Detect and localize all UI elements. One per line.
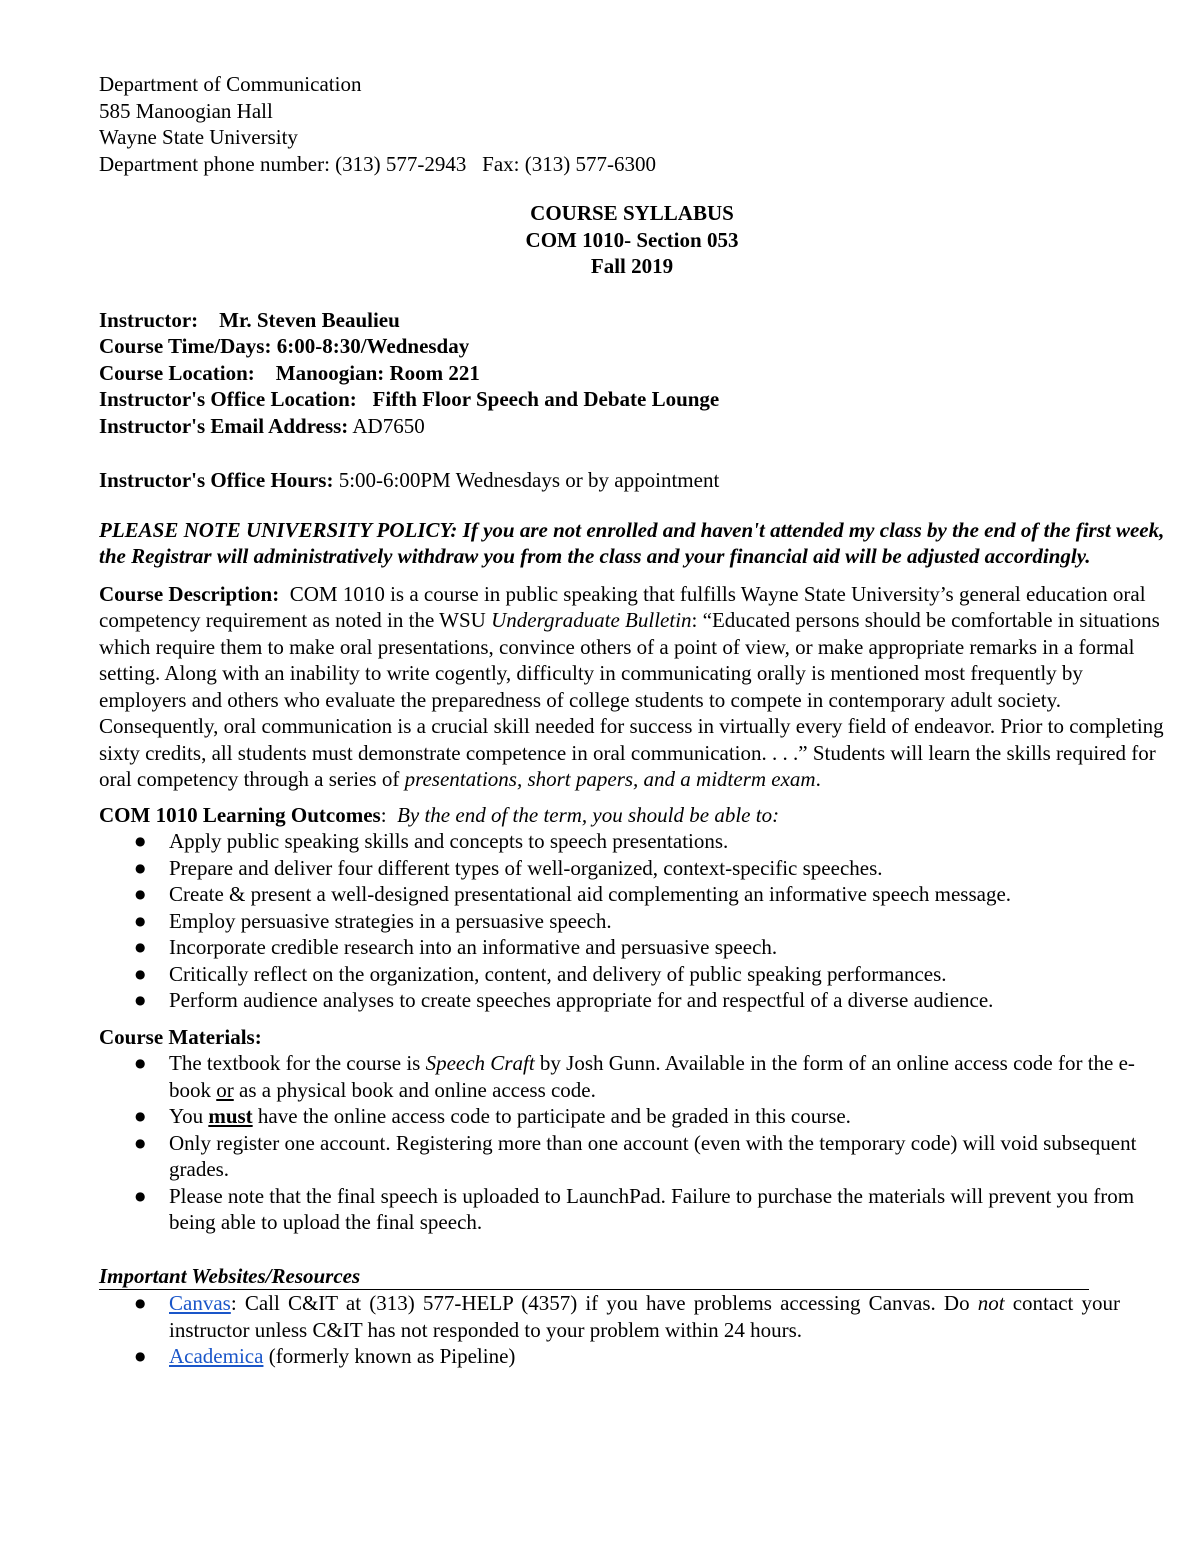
list-item: ● Create & present a well-designed presentational aid complementing an informative speech message. xyxy=(169,881,1165,908)
list-item: ● Incorporate credible research into an informative and persuasive speech. xyxy=(169,934,1165,961)
course-location-label: Course Location: xyxy=(99,360,255,385)
list-item: ● Please note that the final speech is uploaded to LaunchPad. Failure to purchase the materials will prevent you from being able to upload the final speech. xyxy=(169,1183,1165,1236)
list-item xyxy=(169,1103,1165,1130)
department-name: Department of Communication xyxy=(99,72,362,96)
department-header xyxy=(99,71,1165,177)
resources-text: contact your instructor unless C&IT has not responded to your problem within 24 hours. xyxy=(169,1291,1121,1342)
office-location-value: Fifth Floor Speech and Debate Lounge xyxy=(372,387,720,411)
university-policy: PLEASE NOTE UNIVERSITY POLICY: If you are not enrolled and haven't attended my class by the end of the first week, the Registrar will administratively withdraw you from the class and your financial aid will be adjusted accordingly. xyxy=(99,517,1165,568)
materials-text: have the online access code to participate and be graded in this course. xyxy=(252,1104,851,1128)
canvas-link[interactable]: Canvas xyxy=(169,1291,231,1315)
list-item: ● Prepare and deliver four different types of well-organized, context-specific speeches. xyxy=(169,855,1165,882)
course-description xyxy=(99,581,1165,793)
instructor-label: Instructor: xyxy=(99,307,199,332)
email-value: AD7650 xyxy=(352,413,425,438)
textbook-title: Speech Craft xyxy=(425,1051,535,1075)
list-item: ● Perform audience analyses to create speeches appropriate for and respectful of a diverse audience. xyxy=(169,987,1165,1014)
resources-text: (formerly known as Pipeline) xyxy=(263,1344,516,1368)
description-text-b: : “Educated persons should be comfortable in situations which require them to make oral presentations, convince others of a point of view, or make appropriate remarks in a formal setting. Along with an inability to write cogently, difficulty in communicating orally is mentioned most frequently by employers and others who evaluate the preparedness of college students to compete in contemporary adult society. Consequently, oral communication is a crucial skill needed for success in virtually every field of endeavor. Prior to completing sixty credits, all students must demonstrate competence in oral communication. . . .” Students will learn the skills required for oral competency through a series of xyxy=(99,608,1164,791)
learning-outcomes-colon: : xyxy=(380,802,387,827)
materials-text: You xyxy=(169,1104,209,1128)
undergraduate-bulletin: Undergraduate Bulletin xyxy=(491,608,692,632)
description-text-end: . xyxy=(815,767,821,791)
materials-text: by Josh Gunn. Available in the form of an online access code for the e-book xyxy=(169,1051,1135,1102)
learning-outcomes-label: COM 1010 Learning Outcomes xyxy=(99,802,381,827)
list-item: ● Apply public speaking skills and concepts to speech presentations. xyxy=(169,828,1165,855)
department-room: 585 Manoogian Hall xyxy=(99,98,273,123)
resources-list xyxy=(99,1290,1165,1370)
course-materials xyxy=(99,1024,1165,1236)
list-item xyxy=(169,1343,1165,1370)
title-line-1: COURSE SYLLABUS xyxy=(530,201,734,225)
instructor-row xyxy=(99,307,1165,334)
learning-outcomes xyxy=(99,802,1165,1014)
university-name: Wayne State University xyxy=(99,125,298,149)
course-description-label: Course Description: xyxy=(99,581,280,606)
email-label: Instructor's Email Address: xyxy=(99,413,349,438)
academica-link[interactable]: Academica xyxy=(169,1344,264,1368)
department-phones: Department phone number: (313) 577-2943 Fax: (313) 577-6300 xyxy=(99,151,656,176)
office-location-label: Instructor's Office Location: xyxy=(99,387,357,411)
course-materials-list xyxy=(99,1050,1165,1236)
list-item: ● Employ persuasive strategies in a persuasive speech. xyxy=(169,908,1165,935)
syllabus-page xyxy=(99,71,1165,1370)
learning-outcomes-heading xyxy=(99,802,1165,829)
office-hours-value: 5:00-6:00PM Wednesdays or by appointment xyxy=(338,468,720,492)
list-item xyxy=(169,1290,1165,1343)
course-location-row xyxy=(99,360,1165,387)
course-time-label: Course Time/Days: xyxy=(99,334,272,358)
resources-text: : Call C&IT at (313) 577-HELP (4357) if you have problems accessing Canvas. Do xyxy=(230,1291,978,1315)
materials-text: as a physical book and online access code. xyxy=(233,1077,596,1102)
important-resources xyxy=(99,1263,1165,1370)
description-assignments: presentations, short papers, and a midterm exam xyxy=(404,767,816,791)
course-time-row xyxy=(99,333,1165,360)
resources-not: not xyxy=(977,1291,1005,1315)
list-item: ● Critically reflect on the organization, content, and delivery of public speaking performances. xyxy=(169,961,1165,988)
resources-heading: Important Websites/Resources xyxy=(99,1263,1089,1291)
course-materials-label: Course Materials: xyxy=(99,1024,262,1049)
office-hours-row xyxy=(99,467,1165,494)
materials-text: The textbook for the course is xyxy=(169,1051,426,1075)
syllabus-title xyxy=(99,200,1165,280)
office-hours-label: Instructor's Office Hours: xyxy=(99,468,334,492)
email-row xyxy=(99,413,1165,440)
course-info xyxy=(99,307,1165,494)
title-line-3: Fall 2019 xyxy=(590,254,674,278)
learning-outcomes-intro: By the end of the term, you should be able to: xyxy=(397,802,780,827)
materials-must: must xyxy=(208,1104,253,1128)
learning-outcomes-list xyxy=(99,828,1165,1014)
list-item: ● Only register one account. Registering more than one account (even with the temporary code) will void subsequent grades. xyxy=(169,1130,1165,1183)
description-text-a: COM 1010 is a course in public speaking that fulfills Wayne State University’s general education oral competency requirement as noted in the WSU xyxy=(99,581,1146,632)
title-line-2: COM 1010- Section 053 xyxy=(525,227,739,252)
office-location-row xyxy=(99,386,1165,413)
materials-or: or xyxy=(216,1077,234,1102)
course-time-value: 6:00-8:30/Wednesday xyxy=(276,334,470,358)
instructor-value: Mr. Steven Beaulieu xyxy=(219,307,400,332)
list-item xyxy=(169,1050,1165,1103)
course-location-value: Manoogian: Room 221 xyxy=(275,360,480,385)
